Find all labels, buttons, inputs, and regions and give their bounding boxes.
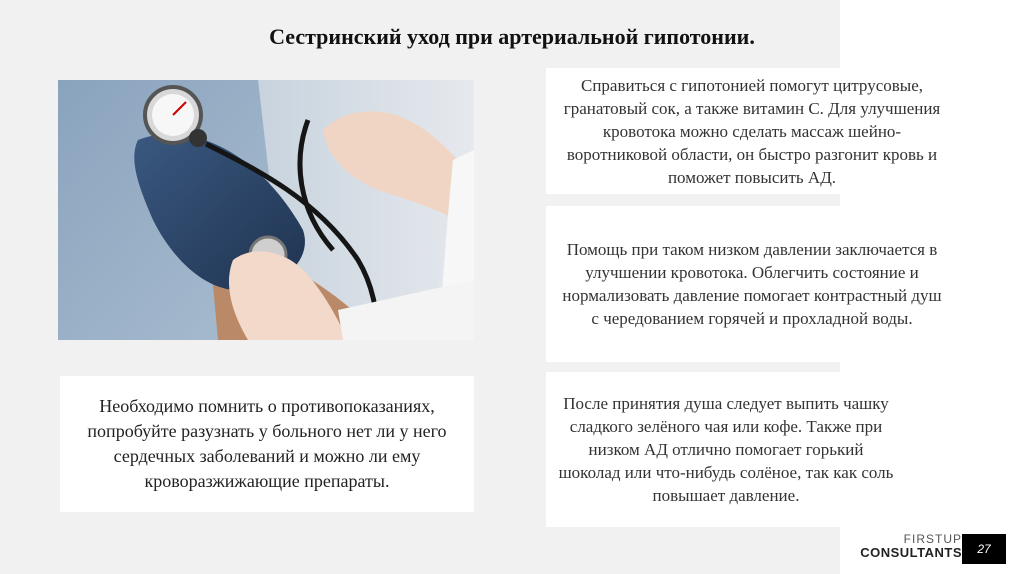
brand-logo-line2: CONSULTANTS [860, 545, 962, 560]
tip-card-tea [546, 372, 906, 527]
blood-pressure-photo [58, 80, 474, 340]
slide-title: Сестринский уход при артериальной гипотонии. [269, 24, 755, 49]
tip-card-tea-text: После принятия душа следует выпить чашку сладкого зелёного чая или кофе. Также при низком АД отлично помогает горький шоколад или что-нибудь солёное, так как соль повышает давление. [558, 394, 894, 505]
tip-card-citrus [546, 68, 958, 194]
tip-card-circulation [546, 206, 958, 362]
tip-card-contraindications [60, 376, 474, 512]
tip-card-citrus-text: Справиться с гипотонией помогут цитрусовые, гранатовый сок, а также витамин С. Для улучшения кровотока можно сделать массаж шейно-воротниковой области, он быстро разгонит кровь и поможет повысить АД. [563, 75, 941, 187]
brand-logo [842, 532, 962, 560]
brand-logo-line1: FIRSTUP [903, 532, 962, 546]
tip-card-contraindications-text: Необходимо помнить о противопоказаниях, попробуйте разузнать у больного нет ли у него сердечных заболеваний и можно ли ему кроворазжижающие препараты. [87, 396, 447, 491]
tip-card-circulation-text: Помощь при таком низком давлении заключается в улучшении кровотока. Облегчить состояние и нормализовать давление помогает контрастный душ с чередованием горячей и прохладной воды. [562, 240, 942, 328]
page-number: 27 [962, 534, 1006, 564]
